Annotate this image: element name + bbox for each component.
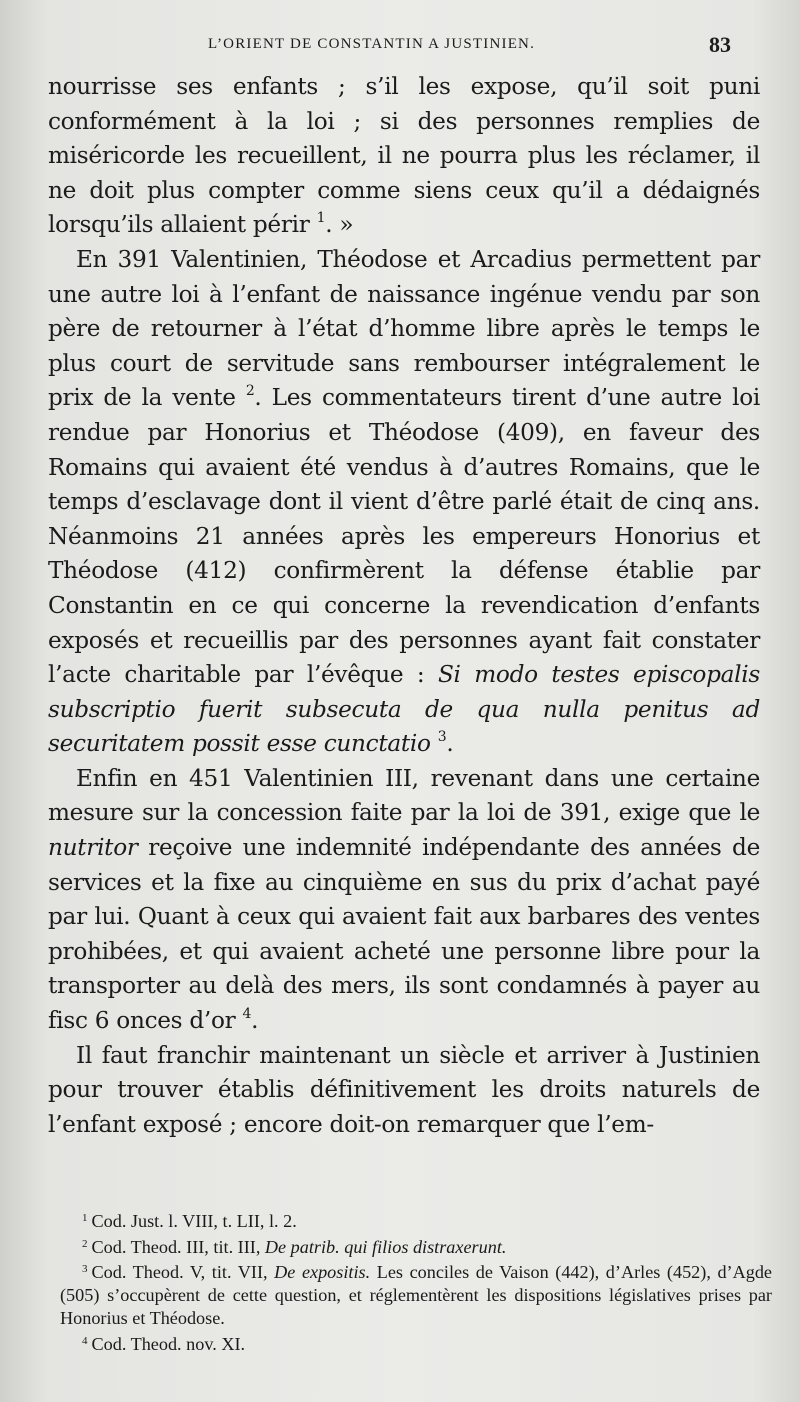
paragraph-4 [48, 1039, 760, 1143]
footnote-1 [60, 1207, 772, 1233]
text-run: Cod. Just. l. VIII, t. LII, l. 2. [91, 1211, 297, 1231]
italic-text: De patrib. qui filios distraxerunt. [264, 1236, 507, 1257]
text-run: Cod. Theod. III, tit. III, [91, 1236, 265, 1257]
footnote-marker: 1 [82, 1212, 88, 1224]
text-run: Il faut franchir maintenant un siècle et arriver à Justinien pour trouver établis définitivement les droits naturels de l’enfant exposé ; encore doit-on remarquer que l’em- [48, 1041, 760, 1138]
footnote-2 [60, 1233, 772, 1259]
footnotes [60, 1207, 772, 1355]
footnote-ref: 4 [242, 1006, 252, 1023]
text-run: . [251, 1007, 259, 1035]
text-run: reçoive une indemnité indépendante des années de services et la fixe au cinquième en sus du prix d’achat payé par lui. Quant à ceux qui avaient fait aux barbares des ventes prohibées, et qui avaient acheté une personne libre pour la transporter au delà des mers, ils sont condamnés à payer au fisc 6 onces d’or [48, 834, 760, 1035]
paragraph-1 [48, 70, 760, 243]
text-run: Cod. Theod. V, tit. VII, [91, 1262, 275, 1283]
footnote-ref: 2 [245, 383, 255, 400]
text-run: . [446, 730, 454, 758]
footnote-3 [60, 1258, 772, 1329]
italic-text: De expositis. [274, 1262, 371, 1283]
italic-text: nutritor [48, 834, 138, 862]
text-run: Enfin en 451 Valentinien III, revenant dans une certaine mesure sur la concession faite par la loi de 391, exige que le [48, 764, 760, 827]
page-number: 83 [709, 32, 731, 57]
text-run: . Les commentateurs tirent d’une autre loi rendue par Honorius et Théodose (409), en faveur des Romains qui avaient été vendus à d’autres Romains, que le temps d’esclavage dont il vient d’être parlé était de cinq ans. Néanmoins 21 années après les empereurs Honorius et Théodose (412) confirmèrent la défense établie par Constantin en ce qui concerne la revendication d’enfants exposés et recueillis par des personnes ayant fait constater l’acte charitable par l’évêque : [48, 384, 760, 689]
running-head: L’ORIENT DE CONSTANTIN A JUSTINIEN. [208, 36, 536, 52]
paragraph-2 [48, 243, 760, 762]
text-run: Les conciles de Vaison (442), d’Arles (452), d’Agde (505) s’occupèrent de cette question, et réglementèrent les dispositions législatives prises par Honorius et Théodose. [60, 1262, 773, 1328]
footnote-4 [60, 1330, 772, 1356]
body-text [48, 70, 760, 1142]
page-header [0, 34, 800, 58]
text-run: Cod. Theod. nov. XI. [91, 1333, 246, 1354]
footnote-marker: 3 [82, 1263, 88, 1276]
text-run: . » [325, 211, 354, 239]
text-run [431, 730, 438, 757]
paragraph-3 [48, 762, 760, 1039]
footnote-ref: 3 [437, 729, 447, 746]
text-run: En 391 Valentinien, Théodose et Arcadius permettent par une autre loi à l’enfant de naissance ingénue vendu par son père de retourner à l’état d’homme libre après le temps le plus court de servitude sans rembourser intégralement le prix de la vente [48, 245, 760, 412]
footnote-ref: 1 [316, 210, 326, 227]
footnote-marker: 2 [82, 1237, 88, 1250]
text-run: nourrisse ses enfants ; s’il les expose, qu’il soit puni conformément à la loi ; si des personnes remplies de miséricorde les recueillent, il ne pourra plus les réclamer, il ne doit plus compter comme siens ceux qu’il a dédaignés lorsqu’ils allaient périr [48, 73, 760, 239]
italic-text: Si modo testes episcopalis subscriptio fuerit subsecuta de qua nulla penitus ad securitatem possit esse cunctatio [48, 661, 760, 758]
footnote-marker: 4 [82, 1334, 88, 1347]
